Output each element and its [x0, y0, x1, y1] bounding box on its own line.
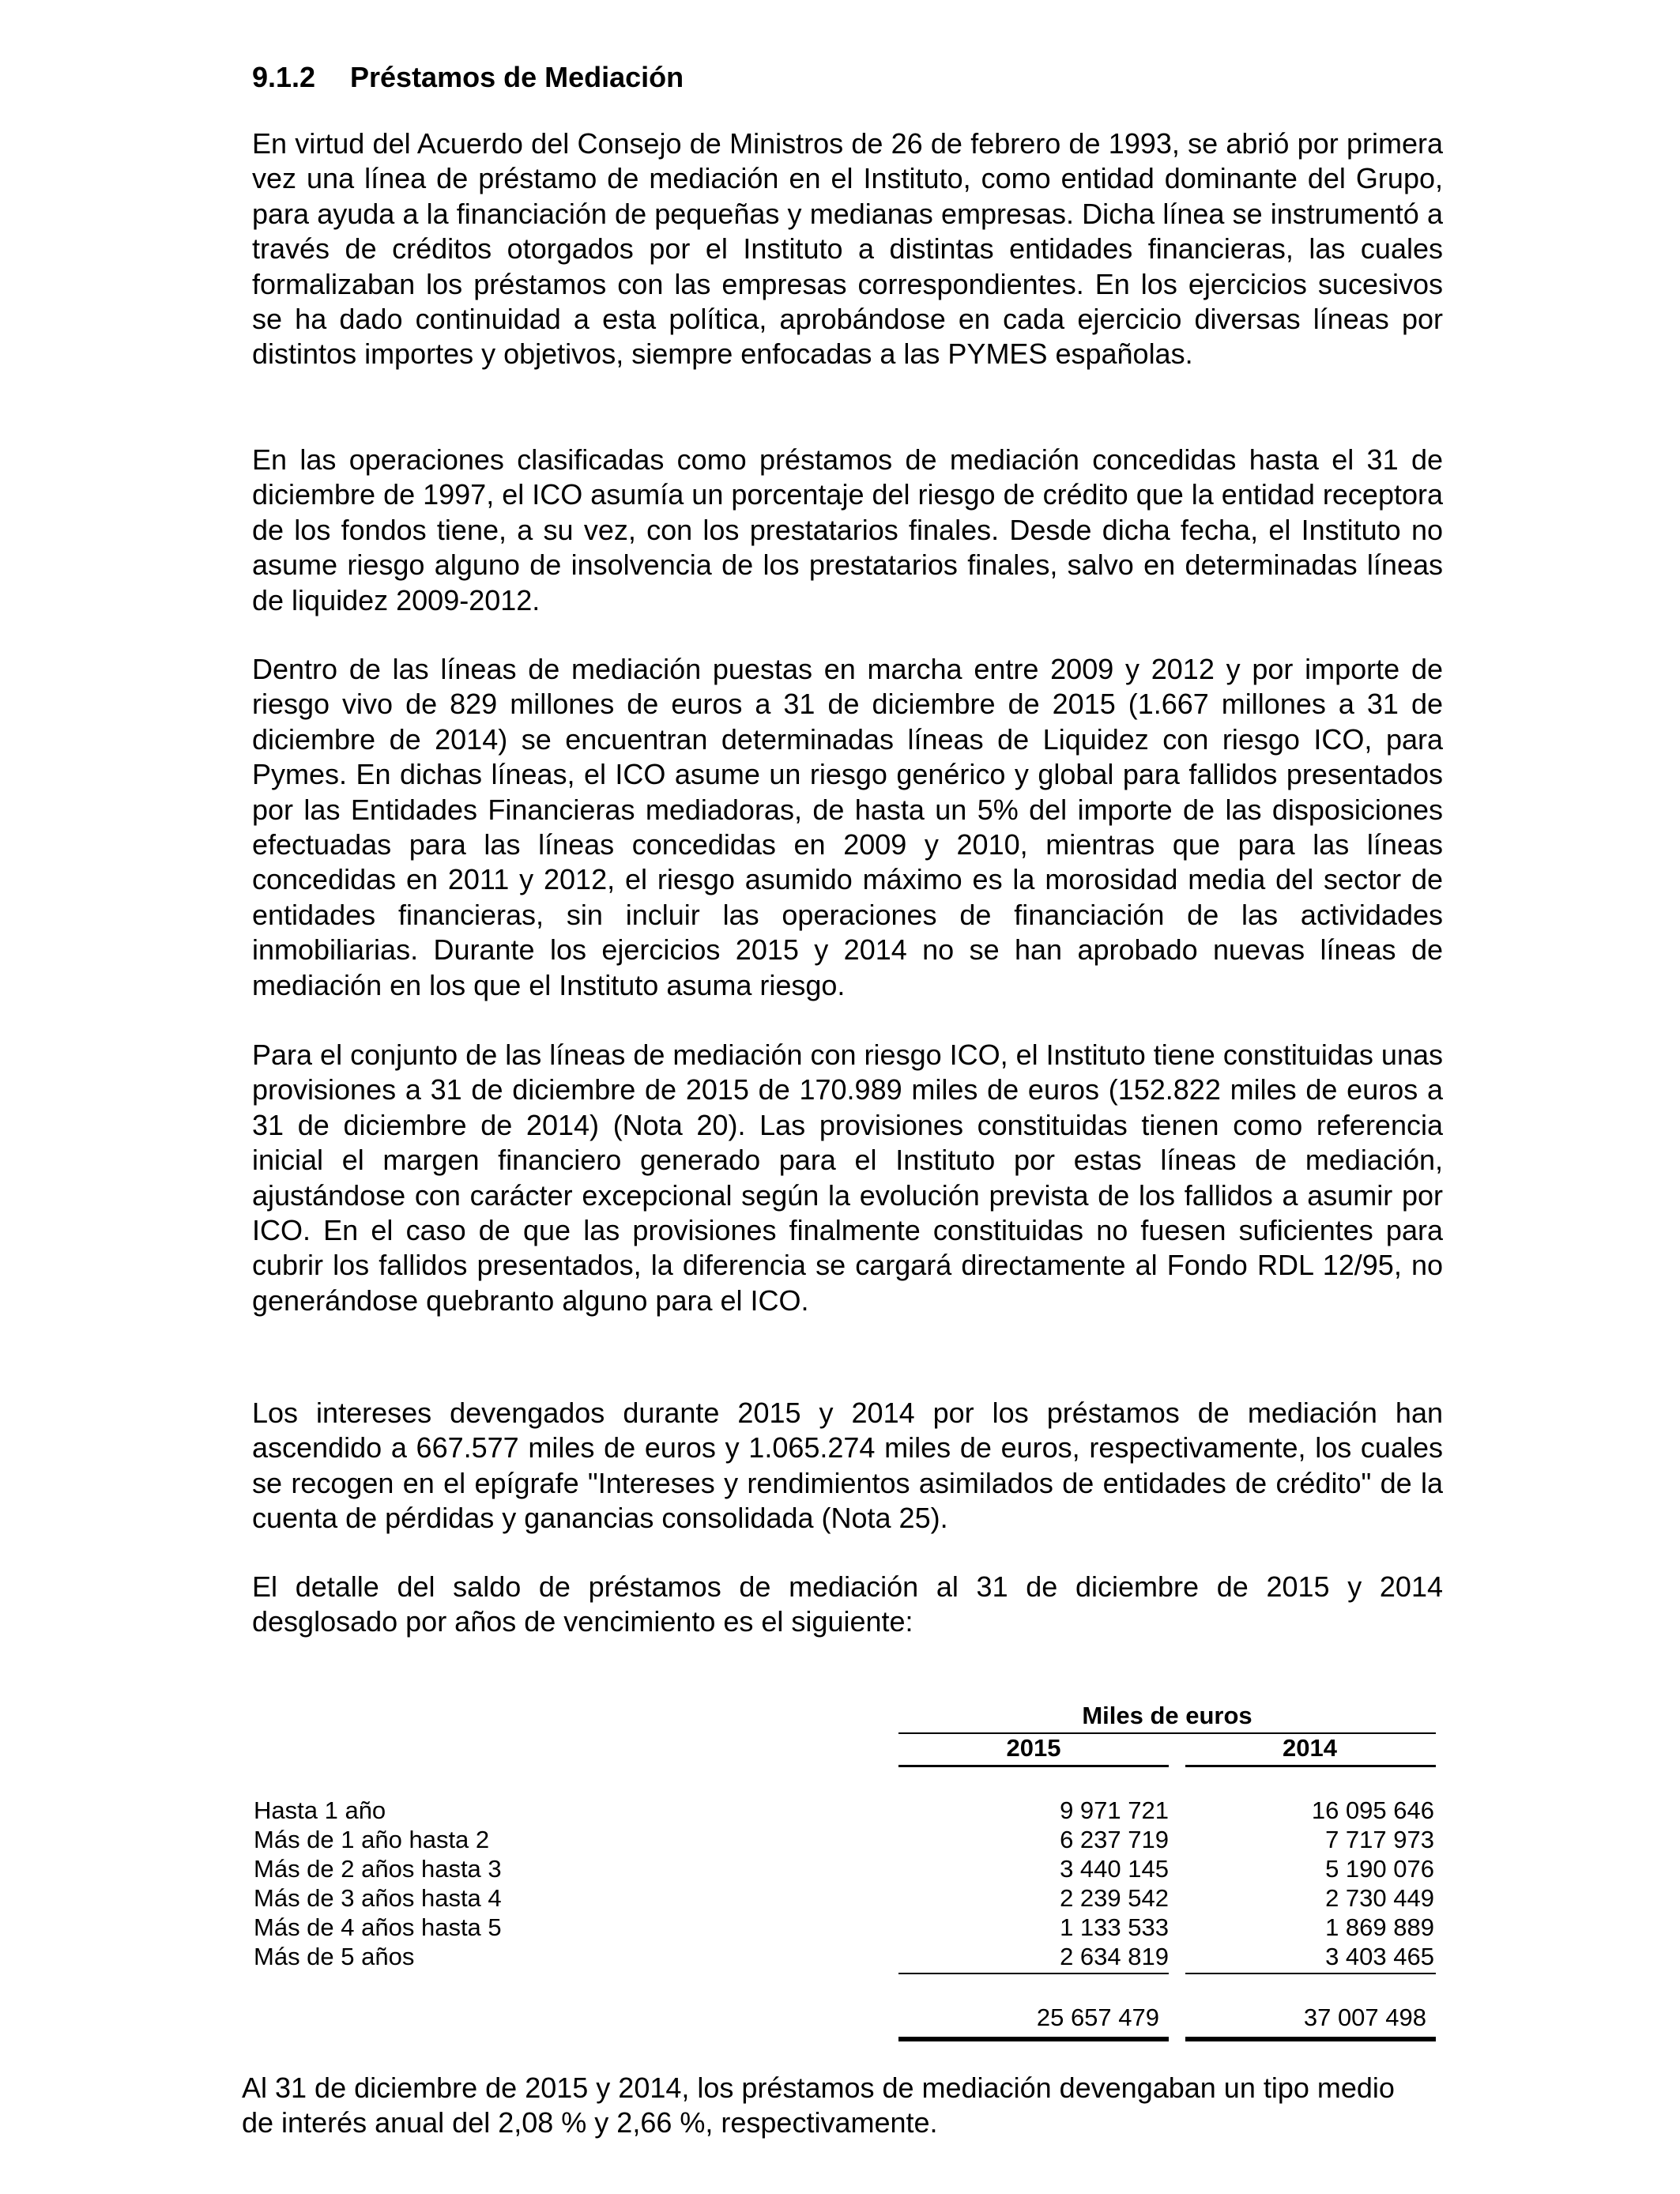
row-label: Más de 5 años [254, 1943, 415, 1970]
cell-2015: 3 440 145 [1060, 1855, 1169, 1883]
column-rule-2015 [898, 1765, 1169, 1767]
paragraph-3: Dentro de las líneas de mediación puestas en marcha entre 2009 y 2012 y por importe de riesgo vivo de 829 millones de euros a 31 de diciembre de 2015 (1.667 millones a 31 de diciembre de 2014) se encuentran determinadas líneas de Liquidez con riesgo ICO, para Pymes. En dichas líneas, el ICO asume un riesgo genérico y global para fallidos presentados por las Entidades Financieras mediadoras, de hasta un 5% del importe de las disposiciones efectuadas para las líneas concedidas en 2009 y 2010, mientras que para las líneas concedidas en 2011 y 2012, el riesgo asumido máximo es la morosidad media del sector de entidades financieras, sin incluir las operaciones de financiación de las actividades inmobiliarias. Durante los ejercicios 2015 y 2014 no se han aprobado nuevas líneas de mediación en los que el Instituto asuma riesgo. [252, 653, 1443, 1001]
total-2015: 25 657 479 [1036, 2004, 1159, 2031]
column-header-2014: 2014 [1283, 1734, 1337, 1762]
cell-2014: 2 730 449 [1325, 1884, 1434, 1912]
total-double-rule-2015 [898, 2037, 1169, 2041]
cell-2014: 3 403 465 [1325, 1943, 1434, 1970]
cell-2015: 9 971 721 [1060, 1796, 1169, 1824]
paragraph-2: En las operaciones clasificadas como préstamos de mediación concedidas hasta el 31 de diciembre de 1997, el ICO asumía un porcentaje del riesgo de crédito que la entidad receptora de los fondos tiene, a su vez, con los prestatarios finales. Desde dicha fecha, el Instituto no asume riesgo alguno de insolvencia de los prestatarios finales, salvo en determinadas líneas de liquidez 2009-2012. [252, 443, 1443, 616]
subtotal-rule-2014 [1185, 1973, 1436, 1974]
section-number: 9.1.2 [252, 61, 316, 93]
row-label: Más de 4 años hasta 5 [254, 1913, 502, 1941]
paragraph-1: En virtud del Acuerdo del Consejo de Ministros de 26 de febrero de 1993, se abrió por primera vez una línea de préstamo de mediación en el Instituto, como entidad dominante del Grupo, para ayuda a la financiación de pequeñas y medianas empresas. Dicha línea se instrumentó a través de créditos otorgados por el Instituto a distintas entidades financieras, las cuales formalizaban los préstamos con las empresas correspondientes. En los ejercicios sucesivos se ha dado continuidad a esta política, aprobándose en cada ejercicio diversas líneas por distintos importes y objetivos, siempre enfocadas a las PYMES españolas. [252, 127, 1443, 371]
cell-2014: 5 190 076 [1325, 1855, 1434, 1883]
row-label: Más de 3 años hasta 4 [254, 1884, 502, 1912]
total-double-rule-2014 [1185, 2037, 1436, 2041]
cell-2014: 1 869 889 [1325, 1913, 1434, 1941]
column-rule-2014 [1185, 1765, 1436, 1767]
section-title: Préstamos de Mediación [350, 61, 684, 93]
cell-2015: 1 133 533 [1060, 1913, 1169, 1941]
cell-2015: 6 237 719 [1060, 1826, 1169, 1853]
total-2014: 37 007 498 [1303, 2004, 1426, 2031]
column-header-2015: 2015 [1006, 1734, 1061, 1762]
cell-2014: 16 095 646 [1311, 1796, 1434, 1824]
subtotal-rule-2015 [898, 1973, 1169, 1974]
cell-2015: 2 634 819 [1060, 1943, 1169, 1970]
row-label: Más de 1 año hasta 2 [254, 1826, 490, 1853]
paragraph-6: El detalle del saldo de préstamos de mediación al 31 de diciembre de 2015 y 2014 desglosado por años de vencimiento es el siguiente: [252, 1570, 1443, 1638]
cell-2015: 2 239 542 [1060, 1884, 1169, 1912]
section-heading [252, 58, 684, 96]
row-label: Hasta 1 año [254, 1796, 386, 1824]
closing-paragraph: Al 31 de diciembre de 2015 y 2014, los préstamos de mediación devengaban un tipo medio de interés anual del 2,08 % y 2,66 %, respectivamente. [242, 2071, 1395, 2139]
row-label: Más de 2 años hasta 3 [254, 1855, 502, 1883]
paragraph-5: Los intereses devengados durante 2015 y 2014 por los préstamos de mediación han ascendido a 667.577 miles de euros y 1.065.274 miles de euros, respectivamente, los cuales se recogen en el epígrafe "Intereses y rendimientos asimilados de entidades de crédito" de la cuenta de pérdidas y ganancias consolidada (Nota 25). [252, 1397, 1443, 1535]
paragraph-4: Para el conjunto de las líneas de mediación con riesgo ICO, el Instituto tiene constituidas unas provisiones a 31 de diciembre de 2015 de 170.989 miles de euros (152.822 miles de euros a 31 de diciembre de 2014) (Nota 20). Las provisiones constituidas tienen como referencia inicial el margen financiero generado para el Instituto por estas líneas de mediación, ajustándose con carácter excepcional según la evolución prevista de los fallidos a asumir por ICO. En el caso de que las provisiones finalmente constituidas no fuesen suficientes para cubrir los fallidos presentados, la diferencia se cargará directamente al Fondo RDL 12/95, no generándose quebranto alguno para el ICO. [252, 1039, 1443, 1317]
table-group-header: Miles de euros [1082, 1702, 1252, 1729]
cell-2014: 7 717 973 [1325, 1826, 1434, 1853]
